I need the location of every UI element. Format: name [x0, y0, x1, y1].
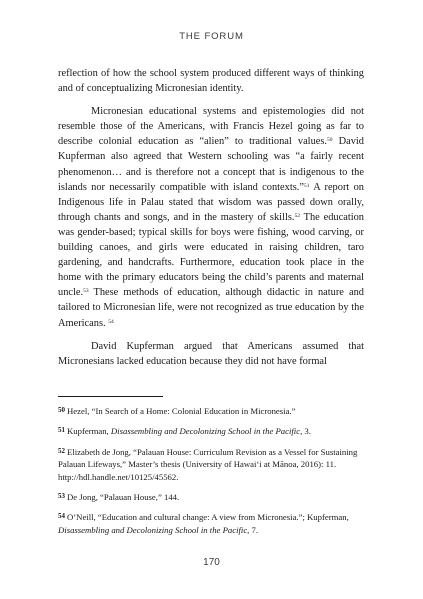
paragraph-2-text-4: The education was gender-based; typical skills for boys were fishing, wood carving, or building canoes, and girls were educated in raising children, taro gardening, and handcrafts. Furthermore, education took place in the home with the primary educators being the child’s parents and maternal uncle.: [58, 211, 364, 299]
footnote-text: De Jong, “Palauan House,” 144.: [67, 492, 180, 503]
footnote-number: 54: [58, 512, 65, 521]
footnote-ref-52[interactable]: 52: [294, 212, 300, 219]
footnotes: [58, 404, 368, 543]
footnote-52: [58, 445, 368, 483]
footnote-number: 52: [58, 446, 65, 455]
paragraph-2-text-2: David Kupferman also agreed that Western schooling was “a fairly recent phenomenon… and is therefore not a concept that is indigenous to the islands nor necessarily compatible with island contexts.”: [58, 136, 364, 193]
footnote-ref-51[interactable]: 51: [304, 182, 310, 189]
paragraph-2-text-1: Micronesian educational systems and epistemologies did not resemble those of the Americans, with Francis Hezel going as far to describe colonial education as “alien” to traditional values.: [58, 106, 364, 148]
footnote-51: [58, 424, 368, 437]
paragraph-3: David Kupferman argued that Americans assumed that Micronesians lacked education because they did not have formal: [58, 340, 364, 367]
footnote-text-end: , 3.: [300, 426, 311, 437]
footnote-text: Elizabeth de Jong, “Palauan House: Curriculum Revision as a Vessel for Sustaining Palauan Lifeways,” Master’s thesis (University of Hawai‘i at Mānoa, 2016): 11. http://hdl.handle.net/10125/45562.: [58, 446, 358, 482]
footnote-54: [58, 510, 368, 536]
paragraph-2-text-3: A report on Indigenous life in Palau stated that wisdom was passed down orally, through chants and songs, and in the mastery of skills.: [58, 181, 364, 223]
body-text: [58, 66, 364, 369]
paragraph-2-text-5: These methods of education, although didactic in nature and tailored to Micronesian life, were not recognized as true education by the Americans.: [58, 287, 364, 329]
footnote-text: Kupferman,: [67, 426, 111, 437]
footnote-ref-50[interactable]: 50: [327, 137, 333, 144]
paragraph-1: reflection of how the school system produced different ways of thinking and of conceptualizing Micronesian identity.: [58, 68, 364, 95]
page-number: 170: [203, 557, 220, 568]
footnote-number: 53: [58, 492, 65, 501]
footnote-number: 51: [58, 426, 65, 435]
footnote-ref-54[interactable]: 54: [108, 318, 114, 325]
footnote-50: [58, 404, 368, 417]
footnote-book-title: Disassembling and Decolonizing School in the Pacific: [58, 524, 248, 535]
paragraph-2: [58, 104, 364, 330]
footnote-53: [58, 490, 368, 503]
footnote-number: 50: [58, 406, 65, 414]
footnote-ref-53[interactable]: 53: [83, 288, 89, 295]
footnote-text-end: , 7.: [247, 524, 259, 535]
footnote-text: Hezel, “In Search of a Home: Colonial Education in Micronesia.”: [67, 406, 296, 416]
footnote-text: O’Neill, “Education and cultural change: A view from Micronesia.”; Kupferman,: [67, 512, 349, 523]
footnote-book-title: Disassembling and Decolonizing School in the Pacific: [110, 426, 301, 437]
running-header: THE FORUM: [179, 31, 244, 42]
footnote-separator: [58, 396, 163, 397]
